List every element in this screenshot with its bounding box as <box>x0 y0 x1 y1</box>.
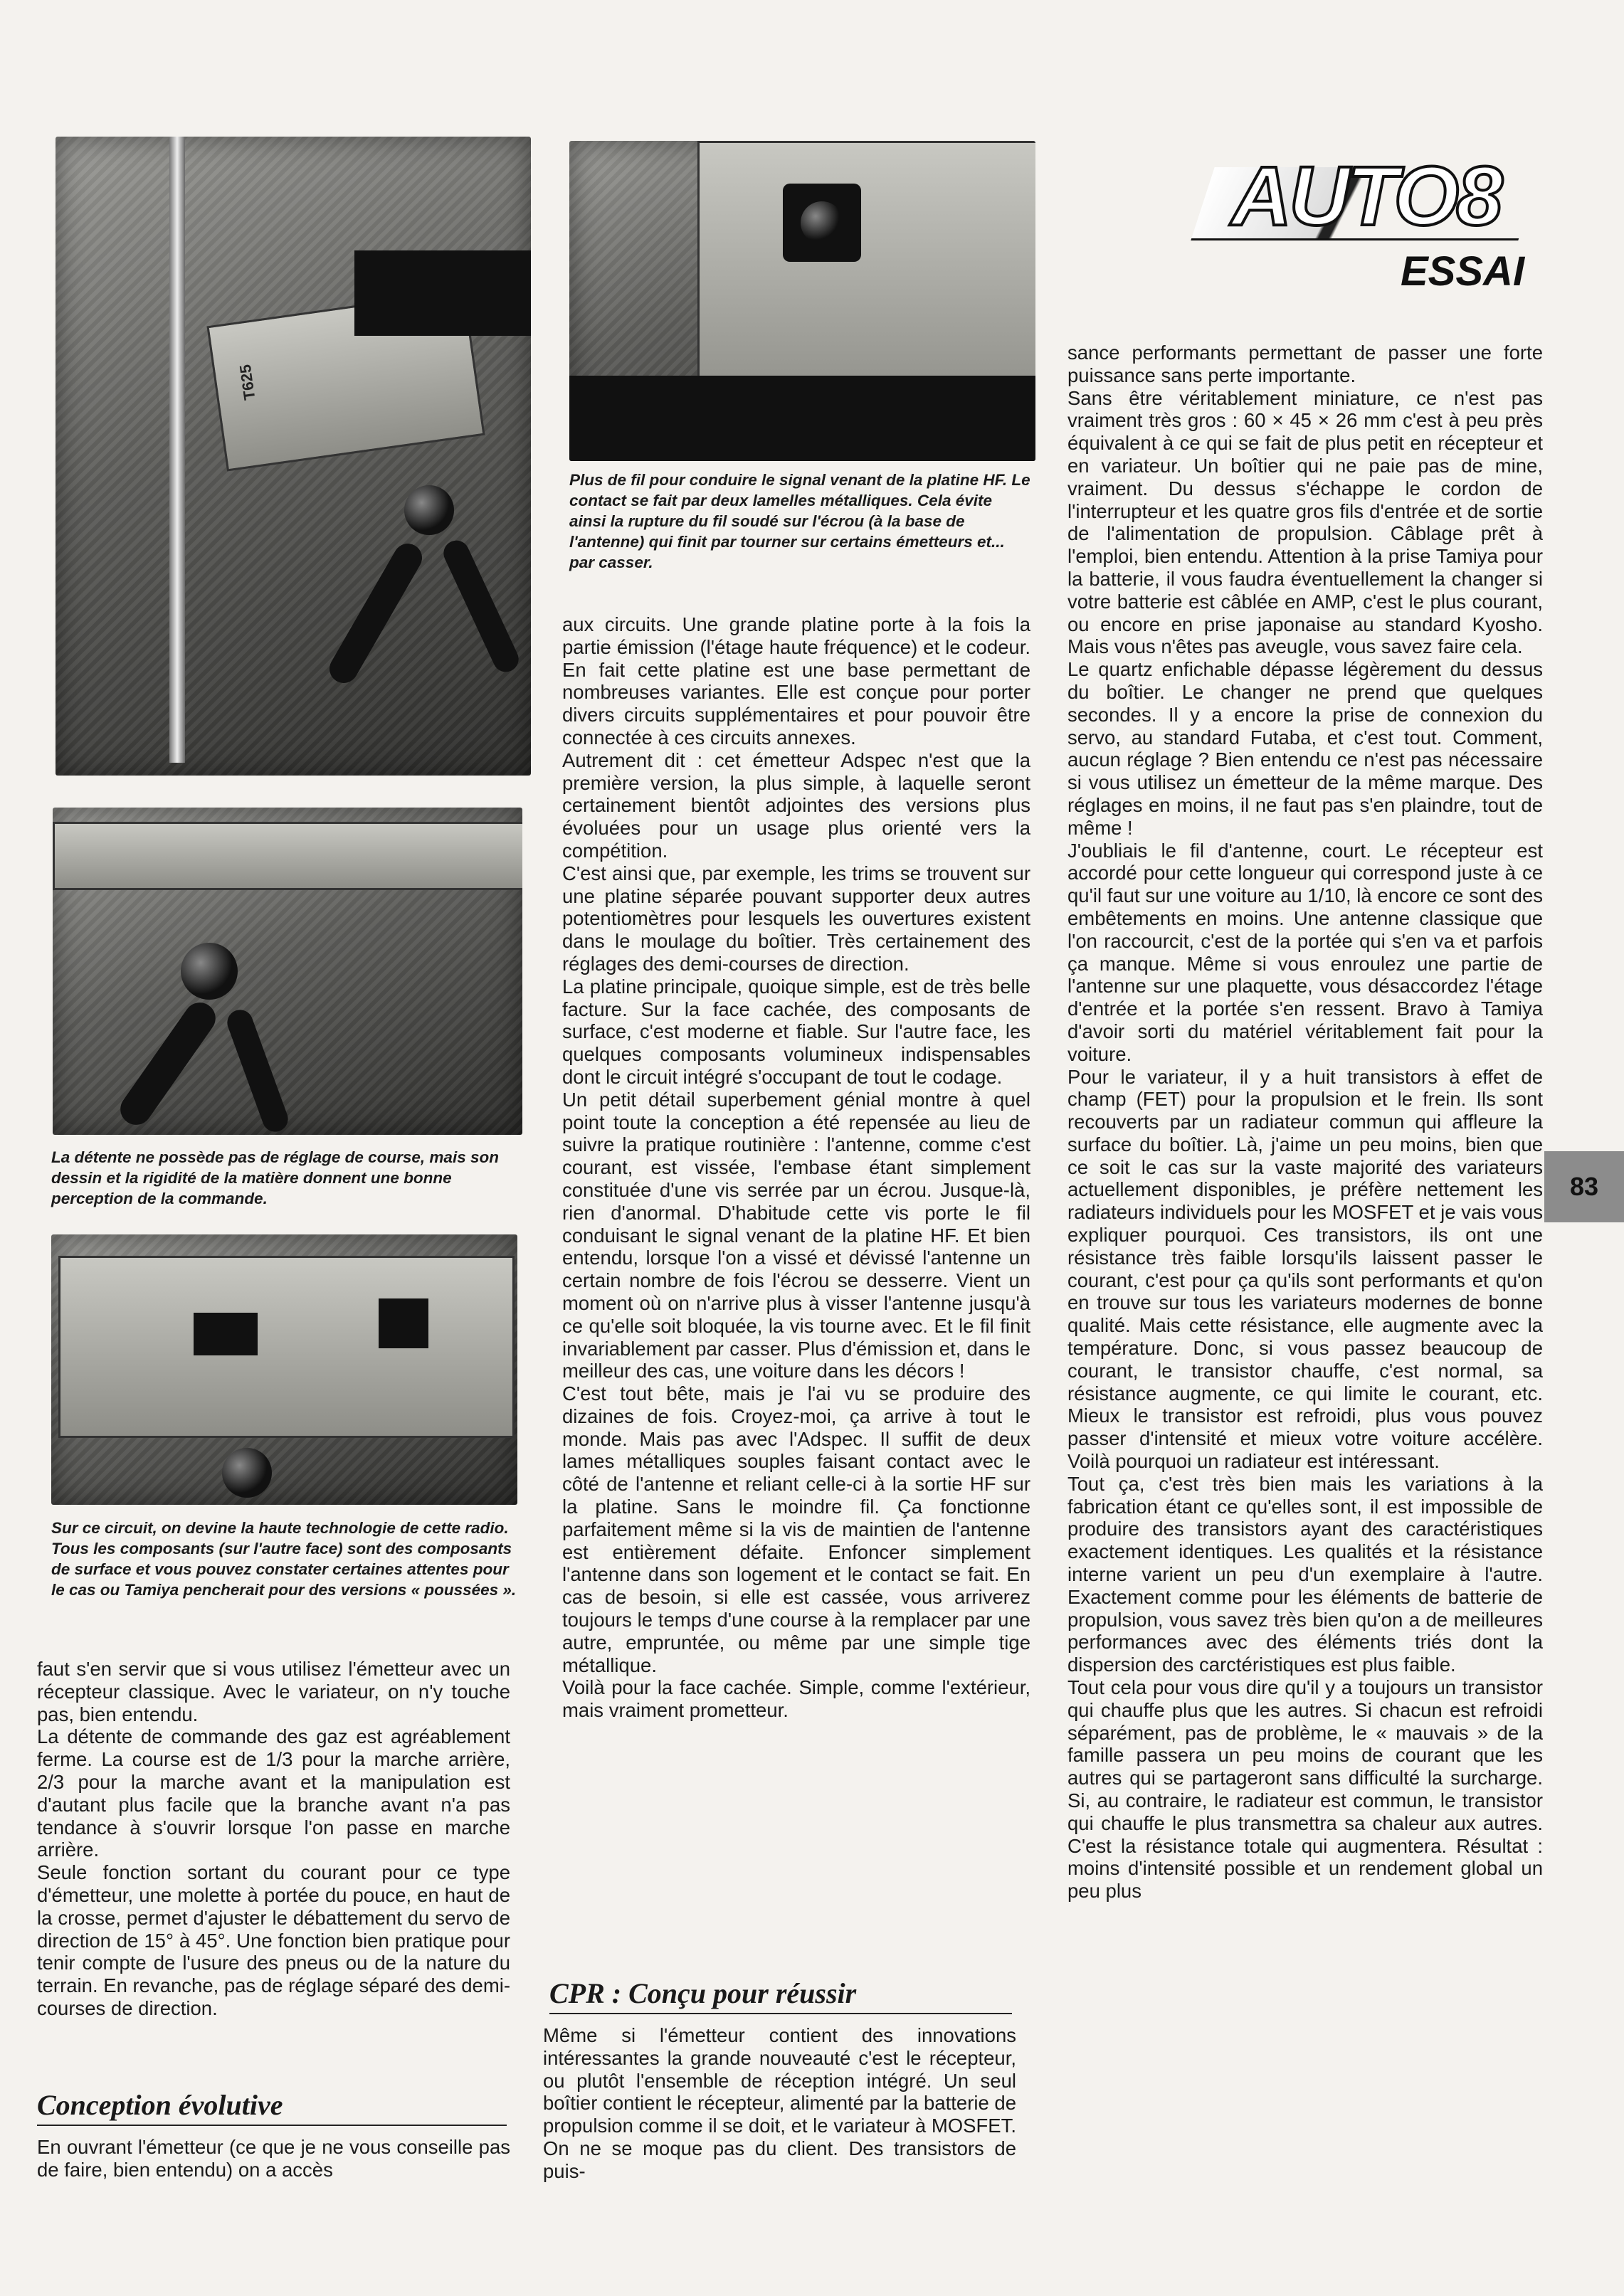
column-2 <box>562 613 1030 1722</box>
col3-paragraph: J'oubliais le fil d'antenne, court. Le récepteur est accordé pour cette longueur qui correspond juste à ce qu'il faut sur une voiture au 1/10, là encore ce sont des embêtements en moins. Une antenne classique que l'on raccourcit, c'est de la portée qui s'en va et parfois ça manque. Même si vous enroulez une partie de l'antenne sur une plaquette, vous désaccordez l'étage d'entrée et la portée s'en ressent. Bravo à Tamiya d'avoir sorti du matériel véritablement fait pour la voiture. <box>1067 839 1543 1065</box>
col2-paragraph: aux circuits. Une grande platine porte à la fois la partie émission (l'étage haute fréquence) et le codeur. En fait cette platine est une base permettant de nombreuses variantes. Elle est conçue pour porter divers circuits supplémentaires et pour pouvoir être connectée à ces circuits annexes. <box>562 613 1030 748</box>
heading-cpr: CPR : Conçu pour réussir <box>549 1977 1012 2014</box>
trigger-spring <box>223 1006 291 1135</box>
col1-paragraph: Seule fonction sortant du courant pour ce type d'émetteur, une molette à portée du pouce, en haut de la crosse, permet d'ajuster le débattement du servo de direction de 15° à 45°. Une fonction bien pratique pour tenir compte de l'usure des pneus ou de la nature du terrain. En revanche, pas de réglage séparé des demi-courses de direction. <box>37 1861 510 2019</box>
col2-paragraph: Même si l'émetteur contient des innovations intéressantes la grande nouveauté c'est le récepteur, ou plutôt l'ensemble de réception intégré. Un seul boîtier contient le récepteur, alimenté par la batterie de propulsion comme il se doit, et le variateur à MOSFET. On ne se moque pas du client. Des transistors de puis- <box>543 2024 1016 2182</box>
heading-conception: Conception évolutive <box>37 2088 507 2126</box>
trigger-arm-right <box>439 536 522 676</box>
column-1-continued <box>37 2136 510 2181</box>
trigger-knob-lower <box>222 1448 272 1498</box>
logo-brand: AUTO8 <box>1231 149 1500 243</box>
trigger-knob <box>181 943 238 1000</box>
col3-paragraph: Sans être véritablement miniature, ce n'est pas vraiment très gros : 60 × 45 × 26 mm c'est à peu près équivalent à ce qui se fait de plus petit en récepteur et en variateur. Un boîtier qui ne paie pas de mine, vraiment. Du dessus s'échappe le cordon de l'interrupteur et les quatre gros fils d'entrée et de sortie de l'alimentation de propulsion. Câblage prêt à l'emploi, bien entendu. Attention à la prise Tamiya pour la batterie, il vous faudra éventuellement la changer si votre batterie est câblée en AMP, c'est le plus courant, ou encore en prise japonaise au standard Kyosho. Mais vous n'êtes pas aveugle, vous savez faire cela. <box>1067 386 1543 658</box>
col2-paragraph: Autrement dit : cet émetteur Adspec n'est que la première version, la plus simple, à laquelle seront certainement bientôt adjointes des versions plus évoluées pour un usage plus orienté vers la compétition. <box>562 748 1030 862</box>
col3-paragraph: Le quartz enfichable dépasse légèrement du dessus du boîtier. Le changer ne prend que quelques secondes. Il y a encore la prise de connexion du servo, au standard Futaba, et c'est tout. Comment, aucun réglage ? Bien entendu ce n'est pas nécessaire si vous utilisez un émetteur de la même marque. Des réglages en moins, il ne faut pas s'en plaindre, tout de même ! <box>1067 658 1543 839</box>
col1-paragraph: faut s'en servir que si vous utilisez l'émetteur avec un récepteur classique. Avec le variateur, on n'y touche pas, bien entendu. <box>37 1658 510 1725</box>
photo-transmitter-antenna-base <box>56 137 531 776</box>
antenna-rod <box>169 137 185 763</box>
column-1 <box>37 1658 510 2020</box>
hf-board <box>697 141 1035 416</box>
board-chip <box>194 1313 258 1355</box>
col2-paragraph: Un petit détail superbement génial montre à quel point toute la conception a été repensée au lieu de suivre la pratique routinière : l'antenne, comme c'est courant, est vissée, l'embase étant simplement constituée d'une vis serrée par un écrou. Jusque-là, rien d'anormal. D'habitude cette vis porte le fil conduisant le signal venant de la platine HF. Et bien entendu, lorsque l'on a vissé et dévissé l'antenne un certain nombre de fois l'écrou se desserre. Vient un moment où on n'arrive plus à visser l'antenne jusqu'à ce qu'elle soit bloquée, la vis tourne avec. Et le fil finit invariablement par casser. Plus d'émission et, dans le meilleur des cas, une voiture dans les décors ! <box>562 1088 1030 1382</box>
column-2-continued <box>543 2024 1016 2183</box>
caption-circuit: Sur ce circuit, on devine la haute technologie de cette radio. Tous les composants (sur l'autre face) sont des composants de surface et vous pouvez constater certaines attentes pour le cas ou Tamiya pencherait pour des versions « poussées ». <box>51 1519 517 1599</box>
col1-paragraph: En ouvrant l'émetteur (ce que je ne vous conseille pas de faire, bien entendu) on a accès <box>37 2136 510 2181</box>
caption-antenna-contacts: Plus de fil pour conduire le signal venant de la platine HF. Le contact se fait par deux lamelles métalliques. Cela évite ainsi la rupture du fil soudé sur l'écrou (à la base de l'antenne) qui finit par tourner sur certains émetteurs et... par casser. <box>569 471 1030 571</box>
trigger-lever <box>115 996 222 1131</box>
col3-paragraph: Tout cela pour vous dire qu'il y a toujours un transistor qui chauffe plus que les autres. Si chacun est refroidi séparément, pas de problème, le « mauvais » de la famille passera un peu moins de courant que les autres qui se partageront sans difficulté la surcharge. Si, au contraire, le radiateur est commun, le transistor qui chauffe le plus transmettra sa chaleur aux autres. C'est la résistance totale qui augmentera. Résultat : moins d'intensité possible et un rendement global un peu plus <box>1067 1676 1543 1903</box>
board-chip-2 <box>379 1298 428 1348</box>
antenna-nut <box>801 201 843 244</box>
col3-paragraph: sance performants permettant de passer une forte puissance sans perte importante. <box>1067 342 1543 386</box>
caption-trigger: La détente ne possède pas de réglage de course, mais son dessin et la rigidité de la matière donnent une bonne perception de la commande. <box>51 1148 499 1207</box>
col3-paragraph: Pour le variateur, il y a huit transistors à effet de champ (FET) pour la propulsion et le frein. Ils sont recouverts par un radiateur commun qui affleure la surface du boîtier. Là, j'aime un peu moins, bien que ce soit le cas sur la vaste majorité des variateurs actuellement disponibles, je préfère nettement les radiateurs individuels pour les MOSFET et je vais vous expliquer pourquoi. Ces transistors, ils ont une résistance très faible lorsqu'ils laissent passer le courant, c'est pour ça qu'ils sont performants et qu'on en trouve sur tous les variateurs modernes de bonne qualité. Mais cette résistance, elle augmente avec la température. Donc, si vous passez beaucoup de courant, le transistor chauffe, c'est normal, sa résistance augmente, ce qui limite le courant, etc. Mieux le transistor est refroidi, plus vous pouvez passer d'intensité et mieux votre voiture accélère. Voilà pourquoi un radiateur est intéressant. <box>1067 1065 1543 1473</box>
photo-trigger-detail <box>53 808 522 1135</box>
col2-paragraph: C'est tout bête, mais je l'ai vu se produire des dizaines de fois. Croyez-moi, ça arrive à tout le monde. Mais pas avec l'Adspec. Il suffit de deux lames métalliques souples faisant contact avec le côté de l'antenne et reliant celle-ci à la sortie HF sur la platine. Sans le moindre fil. Ça fonctionne parfaitement même si la vis de maintien de l'antenne est entièrement défaite. Enfoncer simplement l'antenne dans son logement et le contact se fait. En cas de besoin, si elle est cassée, vous arriverez toujours le temps d'une course à la remplacer par une autre, empruntée, ou même par une simple tige métallique. <box>562 1382 1030 1676</box>
magazine-logo <box>1203 149 1544 245</box>
section-label: ESSAI <box>1401 248 1525 295</box>
col1-paragraph: La détente de commande des gaz est agréablement ferme. La course est de 1/3 pour la marche arrière, 2/3 pour la marche avant et la manipulation est d'autant plus facile que la branche avant n'a pas tendance à s'ouvrir lorsque l'on passe en marche arrière. <box>37 1725 510 1861</box>
col2-paragraph: Voilà pour la face cachée. Simple, comme l'extérieur, mais vraiment prometteur. <box>562 1676 1030 1722</box>
trigger-board <box>53 822 522 890</box>
col2-paragraph: C'est ainsi que, par exemple, les trims se trouvent sur une platine séparée pouvant supporter deux autres potentiomètres pour lesquels les ouvertures existent dans le moulage du boîtier. Très certainement des réglages des demi-courses de direction. <box>562 862 1030 975</box>
board-marking: T625 <box>236 363 259 401</box>
main-board <box>58 1256 515 1438</box>
case-interior <box>354 250 531 336</box>
col3-paragraph: Tout ça, c'est très bien mais les variations à la fabrication étant ce qu'elles sont, il est impossible de produire des transistors ayant des caractéristiques exactement identiques. Les qualités et la résistance interne varient un peu d'un exemplaire à l'autre. Exactement comme pour les éléments de batterie de propulsion, vous savez très bien qu'on a de meilleures performances avec des éléments triés dont la dispersion des carctéristiques est plus faible. <box>1067 1472 1543 1676</box>
photo-antenna-contacts <box>569 141 1035 461</box>
case-floor <box>569 376 1035 461</box>
col2-paragraph: La platine principale, quoique simple, est de très belle facture. Sur la face cachée, des composants de surface, c'est moderne et fiable. Sur l'autre face, les quelques composants volumineux indispensables dont le circuit intégré s'occupant de tout le codage. <box>562 975 1030 1088</box>
trigger-arm <box>325 539 428 689</box>
trigger-pivot <box>404 485 454 535</box>
column-3 <box>1067 342 1543 1903</box>
page-number-tab: 83 <box>1544 1151 1624 1222</box>
photo-circuit-board <box>51 1234 517 1505</box>
